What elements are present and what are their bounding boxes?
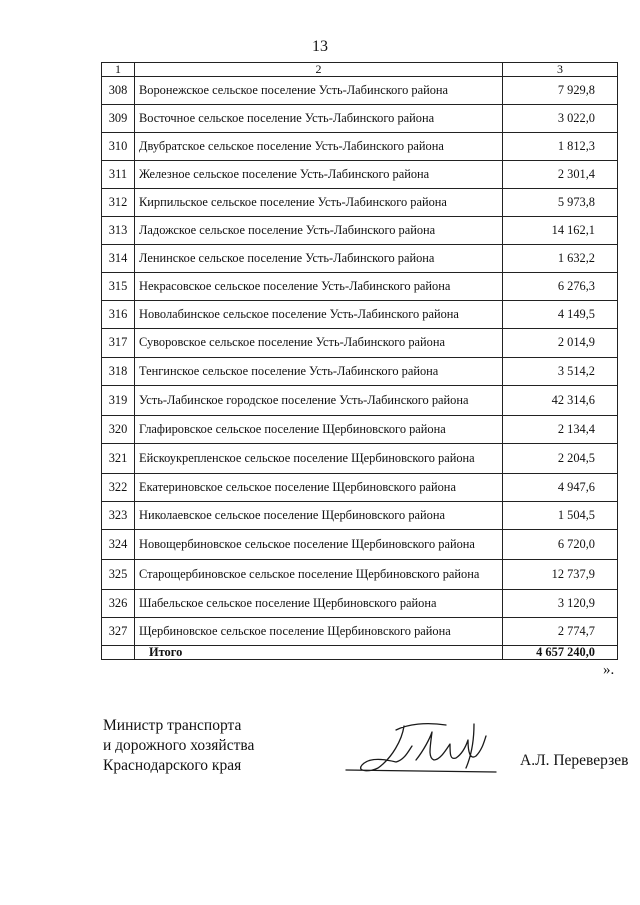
position-line: Краснодарского края bbox=[103, 757, 242, 774]
table-row bbox=[102, 443, 618, 473]
signer-name: А.Л. Переверзев bbox=[520, 752, 629, 769]
row-value: 3 514,2 bbox=[503, 357, 618, 385]
row-value: 5 973,8 bbox=[503, 188, 618, 216]
row-value: 1 812,3 bbox=[503, 132, 618, 160]
row-number: 310 bbox=[102, 132, 135, 160]
total-label: Итого bbox=[135, 646, 503, 660]
row-name: Некрасовское сельское поселение Усть-Лабинского района bbox=[135, 273, 503, 301]
page-number: 13 bbox=[312, 38, 328, 55]
row-name: Суворовское сельское поселение Усть-Лабинского района bbox=[135, 329, 503, 357]
row-number: 324 bbox=[102, 529, 135, 559]
table-row bbox=[102, 501, 618, 529]
row-value: 2 014,9 bbox=[503, 329, 618, 357]
row-value: 12 737,9 bbox=[503, 559, 618, 589]
row-value: 3 022,0 bbox=[503, 104, 618, 132]
row-value: 1 504,5 bbox=[503, 501, 618, 529]
allocation-table bbox=[101, 62, 618, 660]
table-row bbox=[102, 529, 618, 559]
table-row bbox=[102, 245, 618, 273]
row-value: 14 162,1 bbox=[503, 217, 618, 245]
row-number: 314 bbox=[102, 245, 135, 273]
table-row bbox=[102, 188, 618, 216]
row-name: Тенгинское сельское поселение Усть-Лабинского района bbox=[135, 357, 503, 385]
row-name: Железное сельское поселение Усть-Лабинского района bbox=[135, 160, 503, 188]
column-header: 3 bbox=[503, 63, 618, 77]
row-name: Шабельское сельское поселение Щербиновского района bbox=[135, 589, 503, 617]
row-number: 316 bbox=[102, 301, 135, 329]
row-value: 2 774,7 bbox=[503, 618, 618, 646]
row-number: 320 bbox=[102, 415, 135, 443]
row-name: Старощербиновское сельское поселение Щербиновского района bbox=[135, 559, 503, 589]
row-name: Ладожское сельское поселение Усть-Лабинского района bbox=[135, 217, 503, 245]
row-value: 1 632,2 bbox=[503, 245, 618, 273]
row-value: 7 929,8 bbox=[503, 76, 618, 104]
row-name: Глафировское сельское поселение Щербиновского района bbox=[135, 415, 503, 443]
row-number: 315 bbox=[102, 273, 135, 301]
row-name: Восточное сельское поселение Усть-Лабинского района bbox=[135, 104, 503, 132]
row-name: Щербиновское сельское поселение Щербиновского района bbox=[135, 618, 503, 646]
row-name: Воронежское сельское поселение Усть-Лабинского района bbox=[135, 76, 503, 104]
table-row bbox=[102, 589, 618, 617]
table-row bbox=[102, 618, 618, 646]
row-number: 309 bbox=[102, 104, 135, 132]
row-number: 323 bbox=[102, 501, 135, 529]
position-line: и дорожного хозяйства bbox=[103, 737, 255, 754]
row-number: 322 bbox=[102, 473, 135, 501]
total-row bbox=[102, 646, 618, 660]
row-name: Николаевское сельское поселение Щербиновского района bbox=[135, 501, 503, 529]
row-number: 313 bbox=[102, 217, 135, 245]
row-number: 317 bbox=[102, 329, 135, 357]
row-name: Новолабинское сельское поселение Усть-Лабинского района bbox=[135, 301, 503, 329]
table-row bbox=[102, 473, 618, 501]
table-row bbox=[102, 104, 618, 132]
table-row bbox=[102, 132, 618, 160]
row-number: 325 bbox=[102, 559, 135, 589]
position-line: Министр транспорта bbox=[103, 717, 242, 734]
handwritten-signature bbox=[326, 710, 526, 782]
table-row bbox=[102, 415, 618, 443]
row-value: 6 720,0 bbox=[503, 529, 618, 559]
row-value: 42 314,6 bbox=[503, 385, 618, 415]
table-row bbox=[102, 217, 618, 245]
row-name: Ленинское сельское поселение Усть-Лабинского района bbox=[135, 245, 503, 273]
row-name: Новощербиновское сельское поселение Щербиновского района bbox=[135, 529, 503, 559]
signatory-position bbox=[103, 716, 254, 776]
table-row bbox=[102, 329, 618, 357]
row-name: Усть-Лабинское городское поселение Усть-Лабинского района bbox=[135, 385, 503, 415]
row-value: 2 134,4 bbox=[503, 415, 618, 443]
row-name: Кирпильское сельское поселение Усть-Лабинского района bbox=[135, 188, 503, 216]
row-value: 2 301,4 bbox=[503, 160, 618, 188]
row-number: 318 bbox=[102, 357, 135, 385]
row-value: 2 204,5 bbox=[503, 443, 618, 473]
row-number: 308 bbox=[102, 76, 135, 104]
table-row bbox=[102, 357, 618, 385]
table-row bbox=[102, 385, 618, 415]
total-num-cell bbox=[102, 646, 135, 660]
row-value: 6 276,3 bbox=[503, 273, 618, 301]
row-number: 327 bbox=[102, 618, 135, 646]
table-row bbox=[102, 301, 618, 329]
row-number: 312 bbox=[102, 188, 135, 216]
row-name: Екатериновское сельское поселение Щербиновского района bbox=[135, 473, 503, 501]
row-value: 4 947,6 bbox=[503, 473, 618, 501]
row-number: 321 bbox=[102, 443, 135, 473]
row-number: 319 bbox=[102, 385, 135, 415]
row-number: 326 bbox=[102, 589, 135, 617]
row-number: 311 bbox=[102, 160, 135, 188]
row-value: 3 120,9 bbox=[503, 589, 618, 617]
table-row bbox=[102, 160, 618, 188]
row-name: Ейскоукрепленское сельское поселение Щербиновского района bbox=[135, 443, 503, 473]
closing-quote: ». bbox=[603, 662, 615, 678]
column-header: 1 bbox=[102, 63, 135, 77]
table-row bbox=[102, 559, 618, 589]
table-row bbox=[102, 76, 618, 104]
column-header: 2 bbox=[135, 63, 503, 77]
row-name: Двубратское сельское поселение Усть-Лабинского района bbox=[135, 132, 503, 160]
total-value: 4 657 240,0 bbox=[503, 646, 618, 660]
table-row bbox=[102, 273, 618, 301]
table-header-row bbox=[102, 63, 618, 77]
row-value: 4 149,5 bbox=[503, 301, 618, 329]
